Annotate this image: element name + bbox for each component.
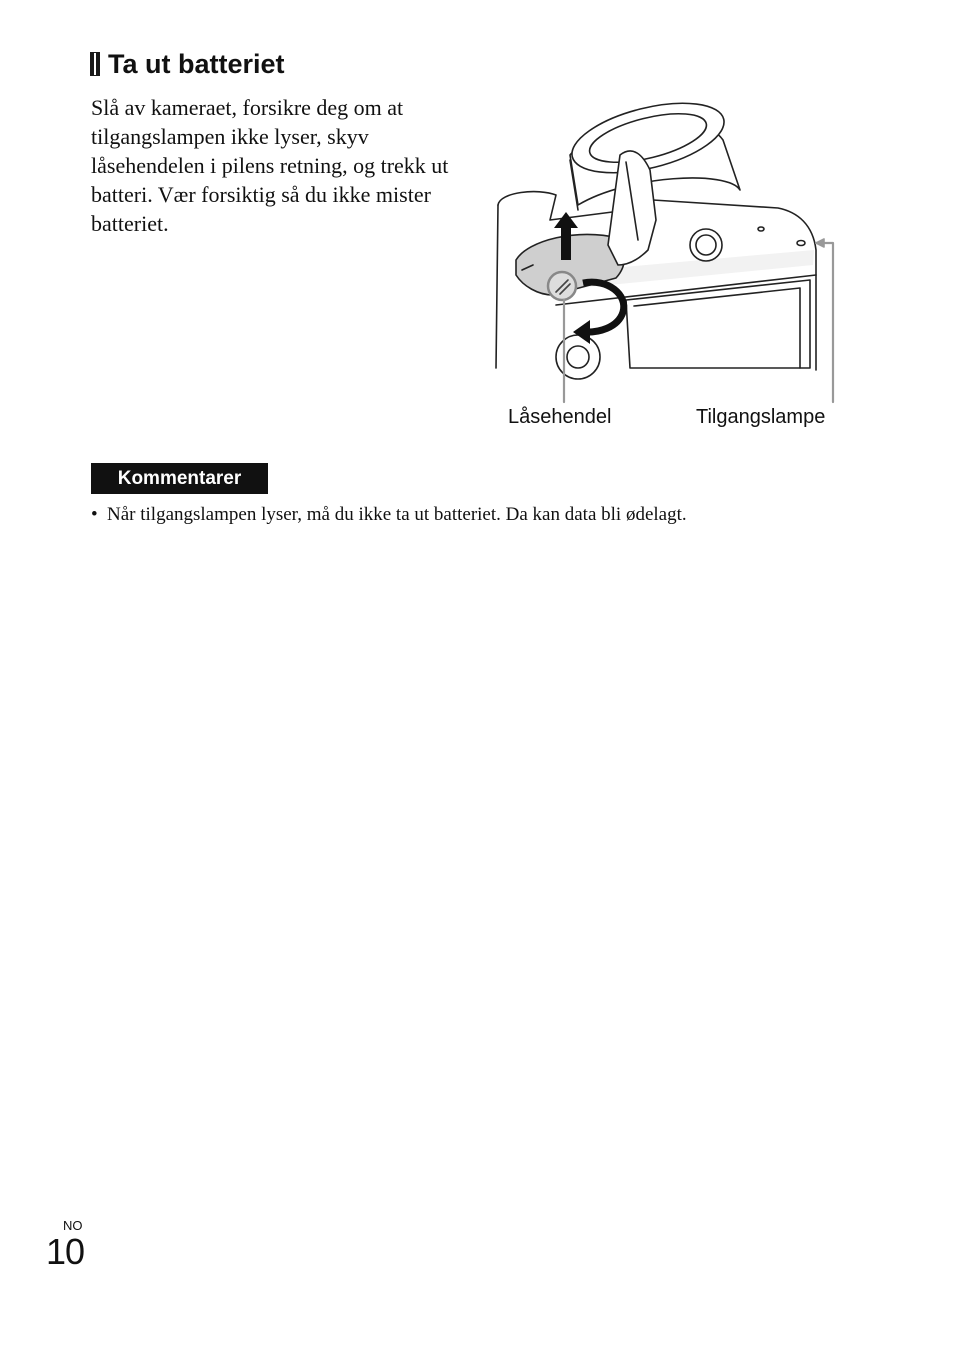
note-text: Når tilgangslampen lyser, må du ikke ta ut batteriet. Da kan data bli ødelagt.: [107, 504, 687, 525]
bullet-icon: •: [91, 504, 98, 525]
camera-illustration: [478, 100, 858, 445]
notes-list: [91, 502, 891, 528]
page-language: NO: [63, 1218, 83, 1233]
instruction-text: Slå av kameraet, forsikre deg om at tilgangslampen ikke lyser, skyv låsehendelen i pilens retning, og trekk ut batteri. Vær forsiktig så du ikke mister batteriet.: [91, 95, 449, 236]
section-heading: [90, 46, 285, 82]
callout-lock-lever: Låsehendel: [508, 406, 612, 428]
list-item: [91, 502, 891, 528]
notes-label: Kommentarer: [91, 463, 268, 494]
callout-access-lamp: Tilgangslampe: [696, 406, 826, 428]
section-title: Ta ut batteriet: [108, 49, 285, 79]
heading-marker-icon: [90, 52, 100, 76]
camera-battery-removal-icon: [478, 100, 858, 445]
page-number: 10: [46, 1231, 85, 1272]
